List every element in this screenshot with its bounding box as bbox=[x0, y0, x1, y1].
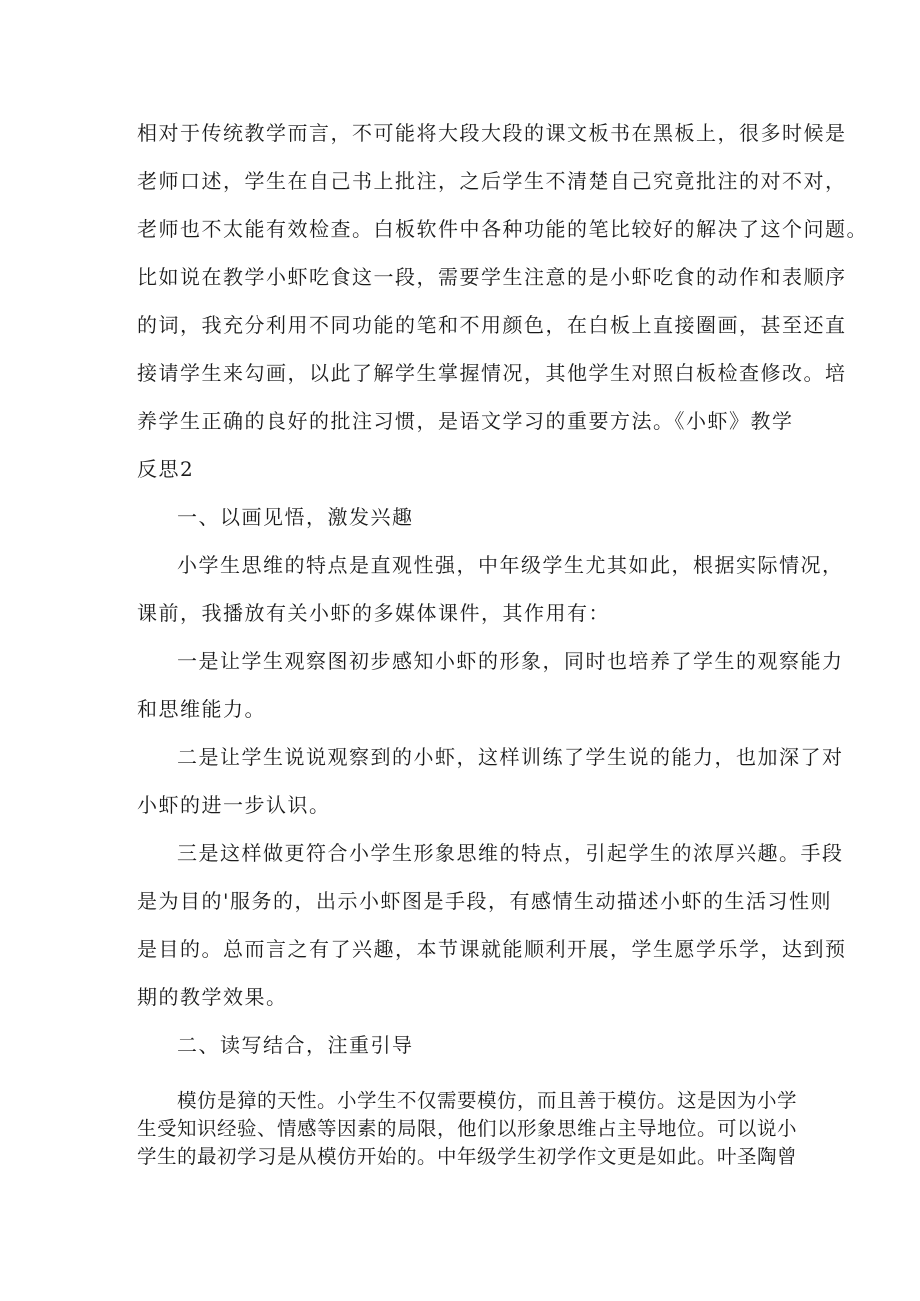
text-line: 是目的。总而言之有了兴趣，本节课就能顺利开展，学生愿学乐学，达到预 bbox=[137, 937, 847, 961]
text-line: 相对于传统教学而言，不可能将大段大段的课文板书在黑板上，很多时候是 bbox=[137, 121, 847, 145]
text-line: 模仿是獐的天性。小学生不仅需要模仿，而且善于模仿。这是因为小学 bbox=[177, 1089, 798, 1112]
section-heading: 一、以画见悟，激发兴趣 bbox=[177, 505, 414, 529]
text-line: 课前，我播放有关小虾的多媒体课件，其作用有： bbox=[137, 601, 610, 625]
section-heading: 二、读写结合，注重引导 bbox=[177, 1033, 414, 1057]
text-line: 老师也不太能有效检查。白板软件中各种功能的笔比较好的解决了这个问题。 bbox=[137, 217, 868, 241]
text-line: 养学生正确的良好的批注习惯，是语文学习的重要方法。《小虾》教学 bbox=[137, 409, 794, 433]
text-line: 的词，我充分利用不同功能的笔和不用颜色，在白板上直接圈画，甚至还直 bbox=[137, 313, 847, 337]
text-line: 一是让学生观察图初步感知小虾的形象，同时也培养了学生的观察能力 bbox=[177, 649, 844, 673]
text-line: 小虾的进一步认识。 bbox=[137, 793, 331, 817]
text-line: 小学生思维的特点是直观性强，中年级学生尤其如此，根据实际情况， bbox=[177, 553, 844, 577]
text-line: 比如说在教学小虾吃食这一段，需要学生注意的是小虾吃食的动作和表顺序 bbox=[137, 265, 847, 289]
text-line: 学生的最初学习是从模仿开始的。中年级学生初学作文更是如此。叶圣陶曾 bbox=[137, 1145, 798, 1168]
text-line: 反思2 bbox=[137, 457, 195, 481]
text-line: 二是让学生说说观察到的小虾，这样训练了学生说的能力，也加深了对 bbox=[177, 745, 844, 769]
text-line: 三是这样做更符合小学生形象思维的特点，引起学生的浓厚兴趣。手段 bbox=[177, 841, 844, 865]
text-line: 接请学生来勾画，以此了解学生掌握情况，其他学生对照白板检查修改。培 bbox=[137, 361, 847, 385]
text-line: 是为目的'服务的，出示小虾图是手段，有感情生动描述小虾的生活习性则 bbox=[137, 889, 832, 913]
text-line: 和思维能力。 bbox=[137, 697, 266, 721]
text-line: 生受知识经验、情感等因素的局限，他们以形象思维占主导地位。可以说小 bbox=[137, 1117, 798, 1140]
text-line: 期的教学效果。 bbox=[137, 985, 288, 1009]
text-line: 老师口述，学生在自己书上批注，之后学生不清楚自己究竟批注的对不对， bbox=[137, 169, 847, 193]
